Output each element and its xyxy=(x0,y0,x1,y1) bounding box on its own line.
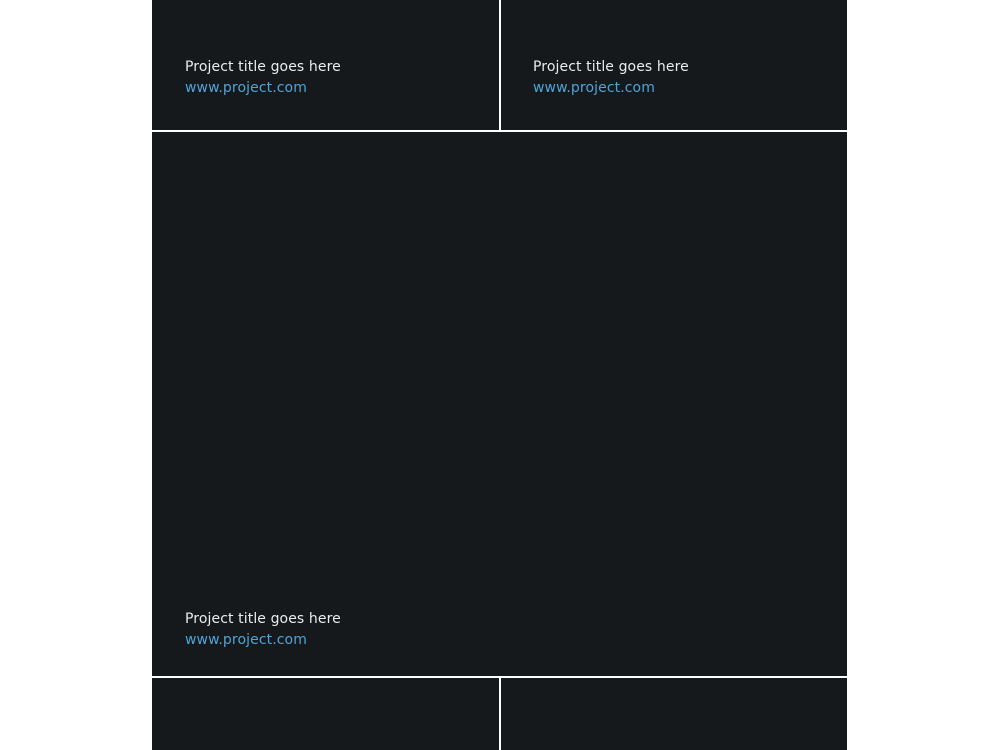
project-caption xyxy=(533,57,689,99)
project-tile[interactable] xyxy=(152,0,499,130)
project-tile[interactable] xyxy=(501,0,847,130)
project-tile[interactable] xyxy=(152,678,499,750)
project-link[interactable]: www.project.com xyxy=(533,80,655,96)
project-tile-featured[interactable] xyxy=(152,132,847,676)
project-caption xyxy=(185,57,341,99)
project-link[interactable]: www.project.com xyxy=(185,632,307,648)
project-link[interactable]: www.project.com xyxy=(185,80,307,96)
project-grid xyxy=(152,0,848,750)
project-tile[interactable] xyxy=(501,678,847,750)
project-caption xyxy=(185,609,341,651)
project-title: Project title goes here xyxy=(533,59,689,75)
project-title: Project title goes here xyxy=(185,611,341,627)
project-title: Project title goes here xyxy=(185,59,341,75)
